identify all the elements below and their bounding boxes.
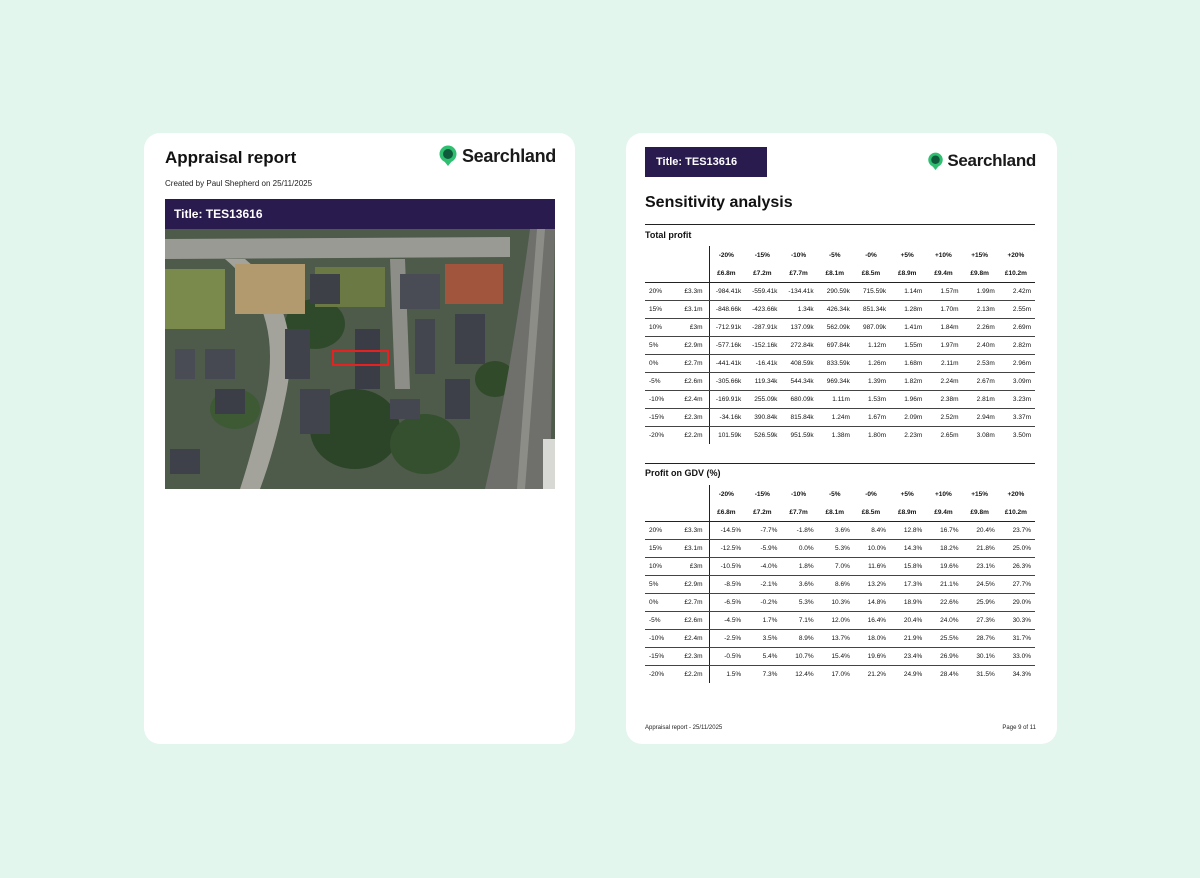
table-cell: 987.09k (854, 319, 890, 337)
header-row-percent (645, 485, 1035, 503)
table-row (645, 576, 1035, 594)
empty-header-cell (645, 503, 677, 522)
table-cell: 2.65m (940, 432, 959, 439)
table-cell: 1.68m (890, 355, 926, 373)
table-cell: 1.38m (831, 432, 850, 439)
table-cell: 2.81m (963, 391, 999, 409)
map-pin-icon (438, 145, 458, 167)
table-cell: 12.8% (890, 522, 926, 540)
table-cell: 7.0% (818, 558, 854, 576)
row-percent: 15% (645, 540, 677, 558)
table-cell: 272.84k (781, 337, 817, 355)
row-percent: -5% (645, 373, 677, 391)
total-profit-title: Total profit (645, 230, 692, 240)
column-header: -0% (865, 251, 877, 259)
table-row (645, 301, 1035, 319)
table-cell: 3.6% (818, 522, 854, 540)
table-cell: 18.2% (926, 540, 962, 558)
table-cell: 1.24m (818, 409, 854, 427)
row-percent: 10% (645, 319, 677, 337)
created-by-text: Created by Paul Shepherd on 25/11/2025 (165, 179, 313, 188)
column-value-header: £8.5m (854, 264, 890, 283)
table-cell: -287.91k (745, 319, 781, 337)
column-value-header: £7.7m (781, 264, 817, 283)
table-cell: 10.0% (854, 540, 890, 558)
table-cell: 680.09k (781, 391, 817, 409)
table-cell: 34.3% (1012, 671, 1031, 678)
table-cell: -577.16k (709, 337, 745, 355)
table-cell: 12.4% (795, 671, 814, 678)
table-cell: -305.66k (709, 373, 745, 391)
row-percent: 10% (645, 558, 677, 576)
row-value: £3.1m (677, 540, 709, 558)
table-cell: -2.1% (745, 576, 781, 594)
table-cell: 26.3% (999, 558, 1035, 576)
table-cell: 1.14m (890, 283, 926, 301)
table-cell: 13.7% (818, 630, 854, 648)
table-cell: 31.7% (999, 630, 1035, 648)
row-value: £2.9m (677, 576, 709, 594)
profit-on-gdv-title: Profit on GDV (%) (645, 468, 721, 478)
row-percent: 20% (645, 522, 677, 540)
row-value: £2.9m (677, 337, 709, 355)
table-cell: 2.94m (963, 409, 999, 427)
table-cell: 25.0% (999, 540, 1035, 558)
table-cell: 2.67m (963, 373, 999, 391)
table-cell: -712.91k (709, 319, 745, 337)
logo-text: Searchland (947, 151, 1036, 170)
table-cell: -848.66k (709, 301, 745, 319)
table-cell: -6.5% (709, 594, 745, 612)
table-cell: 7.1% (781, 612, 817, 630)
table-row (645, 319, 1035, 337)
table-cell: 14.3% (890, 540, 926, 558)
table-cell: -14.5% (709, 522, 745, 540)
table-cell: 255.09k (745, 391, 781, 409)
column-header: -20% (718, 251, 734, 259)
column-value-header: £6.8m (709, 503, 745, 522)
table-cell: 3.6% (781, 576, 817, 594)
table-cell: 1.26m (854, 355, 890, 373)
table-cell: -8.5% (709, 576, 745, 594)
table-cell: 2.52m (926, 409, 962, 427)
table-cell: 815.84k (781, 409, 817, 427)
table-cell: 1.70m (926, 301, 962, 319)
table-cell: -169.91k (709, 391, 745, 409)
empty-header-cell (677, 264, 709, 283)
table-cell: 3.37m (999, 409, 1035, 427)
table-cell: 10.3% (818, 594, 854, 612)
table-cell: 24.0% (926, 612, 962, 630)
column-header: +5% (900, 251, 914, 259)
column-value-header: £8.1m (818, 264, 854, 283)
table-cell: -1.8% (781, 522, 817, 540)
table-cell: 1.84m (926, 319, 962, 337)
footer-text: Appraisal report - 25/11/2025 (645, 725, 723, 731)
table-cell: 2.69m (999, 319, 1035, 337)
table-cell: 24.5% (963, 576, 999, 594)
table-row (645, 337, 1035, 355)
table-cell: 12.0% (818, 612, 854, 630)
table-cell: 5.4% (745, 648, 781, 666)
row-percent: -15% (645, 648, 677, 666)
table-cell: 15.8% (890, 558, 926, 576)
table-cell: 951.59k (790, 432, 814, 439)
column-header: +15% (971, 251, 989, 259)
row-percent: 15% (645, 301, 677, 319)
column-header: -10% (790, 490, 807, 498)
table-cell: 16.4% (854, 612, 890, 630)
map-pin-icon (927, 152, 944, 171)
table-row (645, 409, 1035, 427)
table-cell: 21.2% (867, 671, 887, 678)
table-cell: 23.1% (963, 558, 999, 576)
table-cell: 1.41m (890, 319, 926, 337)
page-number: Page 9 of 11 (1002, 725, 1036, 731)
table-cell: 5.3% (781, 594, 817, 612)
column-header: -0% (865, 490, 877, 498)
table-cell: 1.67m (854, 409, 890, 427)
table-cell: 17.0% (831, 671, 850, 678)
table-row (645, 540, 1035, 558)
table-cell: 833.59k (818, 355, 854, 373)
table-cell: 10.7% (781, 648, 817, 666)
searchland-logo (438, 145, 556, 167)
row-value: £2.3m (677, 648, 709, 666)
table-cell: 30.1% (963, 648, 999, 666)
table-cell: -134.41k (781, 283, 817, 301)
table-cell: 1.57m (926, 283, 962, 301)
table-cell: 1.7% (745, 612, 781, 630)
table-cell: 1.97m (926, 337, 962, 355)
column-header: -15% (754, 251, 770, 259)
column-value-header: £7.2m (745, 503, 781, 522)
table-cell: 2.23m (904, 432, 923, 439)
table-cell: 3.23m (999, 391, 1035, 409)
table-cell: 1.82m (890, 373, 926, 391)
table-cell: -0.5% (709, 648, 745, 666)
table-cell: 426.34k (818, 301, 854, 319)
column-value-header: £9.4m (926, 503, 962, 522)
table-cell: 8.9% (781, 630, 817, 648)
table-cell: 408.59k (781, 355, 817, 373)
table-cell: 29.0% (999, 594, 1035, 612)
table-cell: 2.82m (999, 337, 1035, 355)
table-cell: 19.6% (926, 558, 962, 576)
row-percent: -15% (645, 409, 677, 427)
table-cell: 26.9% (926, 648, 962, 666)
table-row (645, 427, 1035, 445)
table-cell: 2.13m (963, 301, 999, 319)
title-bar: Title: TES13616 (165, 199, 555, 229)
table-cell: 23.4% (890, 648, 926, 666)
row-value: £3m (677, 558, 709, 576)
column-value-header: £9.8m (963, 264, 999, 283)
table-cell: 28.7% (963, 630, 999, 648)
table-cell: -4.5% (709, 612, 745, 630)
table-cell: 2.42m (999, 283, 1035, 301)
table-cell: 2.26m (963, 319, 999, 337)
table-cell: 21.8% (963, 540, 999, 558)
table-cell: 16.7% (926, 522, 962, 540)
table-cell: 1.8% (781, 558, 817, 576)
empty-header-cell (645, 246, 677, 264)
column-value-header: £8.1m (818, 503, 854, 522)
table-cell: 23.7% (999, 522, 1035, 540)
row-percent: 5% (645, 337, 677, 355)
table-cell: 30.3% (999, 612, 1035, 630)
table-cell: 19.6% (854, 648, 890, 666)
table-cell: 25.5% (926, 630, 962, 648)
table-cell: 14.8% (854, 594, 890, 612)
table-cell: 1.53m (854, 391, 890, 409)
table-cell: 2.40m (963, 337, 999, 355)
table-cell: 2.11m (926, 355, 962, 373)
empty-header-cell (677, 485, 709, 503)
table-cell: 28.4% (940, 671, 959, 678)
column-header: +5% (900, 490, 914, 498)
table-cell: -34.16k (709, 409, 745, 427)
sensitivity-page (626, 133, 1057, 744)
column-value-header: £10.2m (999, 503, 1035, 522)
table-cell: 22.6% (926, 594, 962, 612)
row-value: £2.6m (677, 612, 709, 630)
table-cell: 33.0% (999, 648, 1035, 666)
row-percent: -20% (649, 671, 665, 678)
table-cell: 390.84k (745, 409, 781, 427)
table-cell: 21.1% (926, 576, 962, 594)
column-value-header: £7.7m (781, 503, 817, 522)
table-cell: -2.5% (709, 630, 745, 648)
column-value-header: £6.8m (709, 264, 745, 283)
row-percent: -10% (645, 630, 677, 648)
empty-header-cell (677, 503, 709, 522)
searchland-logo (927, 151, 1036, 171)
table-cell: 969.34k (818, 373, 854, 391)
table-cell: 17.3% (890, 576, 926, 594)
column-value-header: £8.9m (890, 503, 926, 522)
table-cell: 2.38m (926, 391, 962, 409)
table-cell: 0.0% (781, 540, 817, 558)
column-header: +15% (971, 490, 989, 498)
table-cell: 11.6% (854, 558, 890, 576)
table-cell: 20.4% (963, 522, 999, 540)
table-cell: -7.7% (745, 522, 781, 540)
logo-text: Searchland (461, 145, 556, 166)
table-row (645, 630, 1035, 648)
table-cell: 1.5% (726, 671, 742, 678)
aerial-site-image (165, 229, 555, 489)
table-cell: 21.9% (890, 630, 926, 648)
row-value: £2.3m (677, 409, 709, 427)
title-badge: Title: TES13616 (645, 147, 767, 177)
table-cell: 8.4% (854, 522, 890, 540)
table-cell: 7.3% (762, 671, 778, 678)
column-header: -15% (754, 490, 770, 498)
table-cell: 1.34k (781, 301, 817, 319)
row-percent: 5% (645, 576, 677, 594)
divider (645, 224, 1035, 225)
table-row (645, 355, 1035, 373)
table-cell: -16.41k (745, 355, 781, 373)
empty-header-cell (645, 485, 677, 503)
total-profit-table (645, 246, 1035, 444)
row-percent: -5% (645, 612, 677, 630)
table-cell: 27.3% (963, 612, 999, 630)
column-value-header: £8.5m (854, 503, 890, 522)
row-value: £2.6m (677, 373, 709, 391)
table-cell: 119.34k (745, 373, 781, 391)
table-cell: 1.55m (890, 337, 926, 355)
table-cell: 13.2% (854, 576, 890, 594)
table-cell: 1.96m (890, 391, 926, 409)
table-cell: 27.7% (999, 576, 1035, 594)
column-header: -5% (828, 251, 841, 259)
row-percent: 20% (645, 283, 677, 301)
empty-header-cell (677, 246, 709, 264)
page-title: Appraisal report (165, 148, 297, 167)
table-cell: 715.59k (854, 283, 890, 301)
column-header: -20% (718, 490, 734, 498)
header-row-value (645, 503, 1035, 522)
table-cell: 3.5% (745, 630, 781, 648)
row-value: £2.4m (677, 391, 709, 409)
table-row (645, 666, 1035, 684)
row-value: £3.3m (677, 283, 709, 301)
column-value-header: £9.8m (963, 503, 999, 522)
table-cell: 2.53m (963, 355, 999, 373)
table-row (645, 283, 1035, 301)
column-header: +20% (1007, 251, 1025, 259)
row-percent: 0% (645, 355, 677, 373)
table-cell: 8.6% (818, 576, 854, 594)
table-cell: 1.12m (854, 337, 890, 355)
table-cell: 1.11m (818, 391, 854, 409)
table-cell: 5.3% (818, 540, 854, 558)
divider (645, 463, 1035, 464)
table-cell: 3.09m (999, 373, 1035, 391)
profit-on-gdv-table (645, 485, 1035, 683)
table-cell: 1.99m (963, 283, 999, 301)
report-cover-page (144, 133, 575, 744)
table-cell: -4.0% (745, 558, 781, 576)
table-cell: 1.39m (854, 373, 890, 391)
table-cell: 137.09k (781, 319, 817, 337)
table-cell: 697.84k (818, 337, 854, 355)
table-cell: -441.41k (709, 355, 745, 373)
table-cell: -10.5% (709, 558, 745, 576)
row-value: £2.4m (677, 630, 709, 648)
table-cell: 562.09k (818, 319, 854, 337)
header-row-percent (645, 246, 1035, 264)
column-value-header: £8.9m (890, 264, 926, 283)
column-header: -10% (790, 251, 807, 259)
header-row-value (645, 264, 1035, 283)
column-header: +10% (935, 490, 952, 498)
table-cell: 2.24m (926, 373, 962, 391)
table-cell: -152.16k (745, 337, 781, 355)
row-value: £3m (677, 319, 709, 337)
column-value-header: £7.2m (745, 264, 781, 283)
column-header: -5% (828, 490, 841, 498)
table-cell: 18.0% (854, 630, 890, 648)
table-cell: 101.59k (718, 432, 742, 439)
table-cell: 2.96m (999, 355, 1035, 373)
table-cell: -559.41k (745, 283, 781, 301)
column-value-header: £10.2m (999, 264, 1035, 283)
row-percent: 0% (645, 594, 677, 612)
row-percent: -10% (645, 391, 677, 409)
table-cell: -984.41k (709, 283, 745, 301)
row-value: £3.3m (677, 522, 709, 540)
empty-header-cell (645, 264, 677, 283)
column-header: +10% (935, 251, 952, 259)
section-heading: Sensitivity analysis (645, 194, 793, 211)
row-value: £3.1m (677, 301, 709, 319)
table-cell: 1.80m (868, 432, 887, 439)
table-cell: 2.55m (999, 301, 1035, 319)
table-cell: 15.4% (818, 648, 854, 666)
table-row (645, 648, 1035, 666)
table-cell: 24.9% (903, 671, 923, 678)
table-cell: -5.9% (745, 540, 781, 558)
row-value: £2.7m (677, 355, 709, 373)
table-cell: 3.08m (976, 432, 995, 439)
table-cell: 3.50m (1012, 432, 1031, 439)
table-row (645, 558, 1035, 576)
table-cell: -12.5% (709, 540, 745, 558)
table-cell: 2.09m (890, 409, 926, 427)
row-value: £2.2m (677, 427, 709, 445)
table-cell: -423.66k (745, 301, 781, 319)
table-cell: 25.9% (963, 594, 999, 612)
column-header: +20% (1007, 490, 1025, 498)
table-cell: 18.9% (890, 594, 926, 612)
table-row (645, 522, 1035, 540)
table-cell: 1.28m (890, 301, 926, 319)
table-cell: 20.4% (890, 612, 926, 630)
table-cell: 31.5% (976, 671, 995, 678)
table-row (645, 391, 1035, 409)
table-cell: 526.59k (754, 432, 778, 439)
row-percent: -20% (649, 432, 665, 439)
table-row (645, 594, 1035, 612)
table-cell: 851.34k (854, 301, 890, 319)
column-value-header: £9.4m (926, 264, 962, 283)
table-row (645, 373, 1035, 391)
row-value: £2.7m (677, 594, 709, 612)
table-cell: 290.59k (818, 283, 854, 301)
table-cell: -0.2% (745, 594, 781, 612)
row-value: £2.2m (677, 666, 709, 684)
table-row (645, 612, 1035, 630)
table-cell: 544.34k (781, 373, 817, 391)
